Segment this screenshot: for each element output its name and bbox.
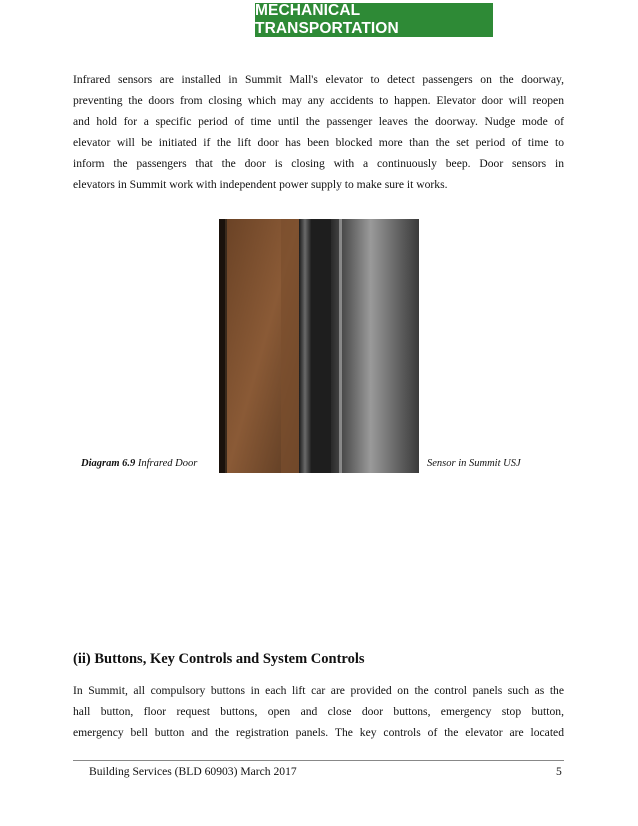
page-number: 5 — [556, 765, 562, 778]
paragraph-line: preventing the doors from closing which may any accidents to happen. Elevator door will reopen — [73, 94, 564, 107]
paragraph-line: elevators in Summit work with independent power supply to make sure it works. — [73, 178, 448, 191]
figure-label: Diagram 6.9 — [81, 458, 136, 469]
paragraph-line: elevator will be initiated if the lift door has been blocked more than the set period of time to — [73, 136, 564, 149]
paragraph-line: In Summit, all compulsory buttons in each lift car are provided on the control panels such as the — [73, 684, 564, 697]
header-title: MECHANICAL TRANSPORTATION — [255, 3, 493, 37]
elevator-door-photo — [219, 219, 419, 473]
paragraph-line: and hold for a specific period of time until the passenger leaves the doorway. Nudge mode of — [73, 115, 564, 128]
paragraph-line: emergency bell button and the registration panels. The key controls of the elevator are located — [73, 726, 564, 739]
paragraph-line: hall button, floor request buttons, open and close door buttons, emergency stop button, — [73, 705, 564, 718]
figure-caption-left — [81, 458, 197, 469]
figure-caption-text: Infrared Door — [137, 458, 198, 469]
paragraph-line: Infrared sensors are installed in Summit Mall's elevator to detect passengers on the doorway, — [73, 73, 564, 86]
intro-paragraph — [73, 69, 564, 195]
section-heading: (ii) Buttons, Key Controls and System Controls — [73, 651, 365, 667]
section-paragraph — [73, 680, 564, 743]
paragraph-line: inform the passengers that the door is closing with a continuously beep. Door sensors in — [73, 157, 564, 170]
footer-divider — [73, 760, 564, 761]
figure-caption-right: Sensor in Summit USJ — [427, 458, 521, 469]
footer-course: Building Services (BLD 60903) March 2017 — [89, 765, 297, 778]
